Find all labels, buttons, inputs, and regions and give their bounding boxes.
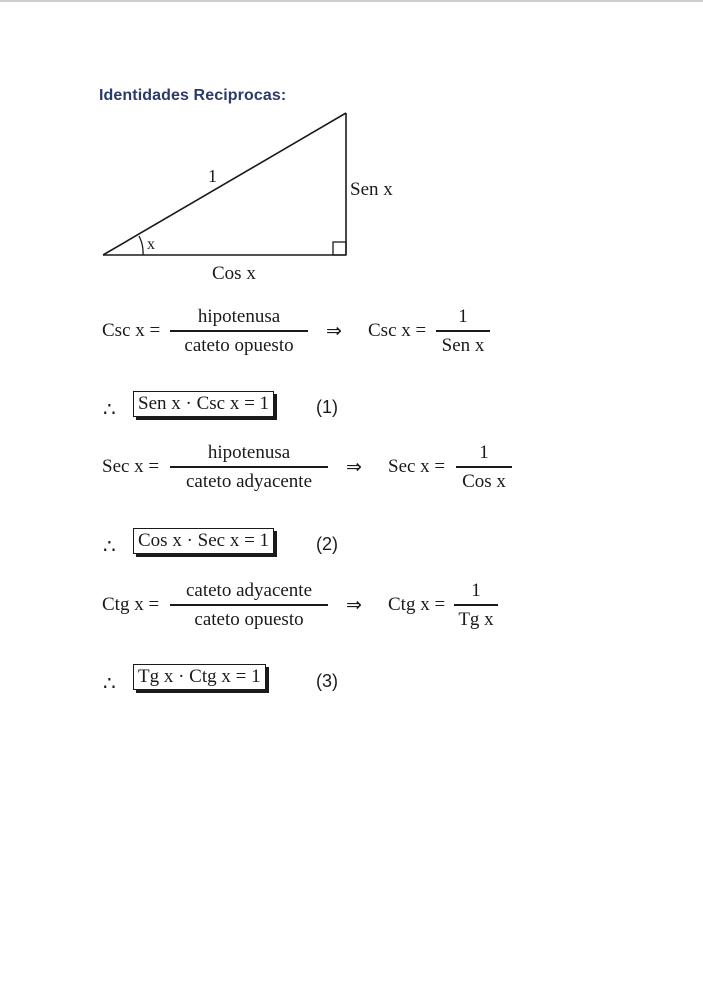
fraction-numerator: 1 <box>458 306 468 327</box>
right-angle-marker <box>333 242 346 255</box>
therefore-symbol: ∴ <box>103 673 116 695</box>
rhs-text: Ctg x = <box>388 594 446 615</box>
reciprocal-fraction <box>456 442 512 493</box>
fraction-bar <box>170 330 308 332</box>
fraction-denominator: Tg x <box>458 608 494 630</box>
fraction-numerator: hipotenusa <box>207 442 291 463</box>
fraction-denominator: cateto adyacente <box>185 470 313 492</box>
equation-number: (3) <box>316 671 338 691</box>
fraction-numerator: cateto adyacente <box>185 580 313 601</box>
fraction-denominator: cateto opuesto <box>194 608 304 630</box>
reciprocal-fraction <box>436 306 490 357</box>
right-triangle-diagram <box>0 0 703 300</box>
ratio-fraction <box>170 306 308 357</box>
implies-arrow: ⇒ <box>326 321 342 342</box>
rhs-text: Csc x = <box>368 320 427 341</box>
fraction-bar <box>170 604 328 606</box>
opposite-label: Sen x <box>350 179 393 200</box>
implies-arrow: ⇒ <box>346 595 362 616</box>
ratio-fraction <box>170 580 328 631</box>
lhs-text: Csc x = <box>102 320 161 341</box>
hypotenuse-side <box>103 113 346 255</box>
fraction-numerator: 1 <box>471 580 481 601</box>
equation-number: (1) <box>316 397 338 417</box>
page-heading: Identidades Reciprocas: <box>99 87 287 104</box>
lhs-text: Ctg x = <box>102 594 160 615</box>
angle-arc <box>139 236 143 255</box>
therefore-symbol: ∴ <box>103 536 116 558</box>
fraction-numerator: hipotenusa <box>197 306 281 327</box>
therefore-symbol: ∴ <box>103 399 116 421</box>
fraction-bar <box>436 330 490 332</box>
fraction-numerator: 1 <box>479 442 489 463</box>
fraction-denominator: Sen x <box>441 334 485 356</box>
fraction-denominator: cateto opuesto <box>184 334 294 356</box>
boxed-identity: Sen x · Csc x = 1 <box>133 391 274 417</box>
lhs-text: Sec x = <box>102 456 160 477</box>
boxed-identity: Tg x · Ctg x = 1 <box>133 664 266 690</box>
implies-arrow: ⇒ <box>346 457 362 478</box>
fraction-denominator: Cos x <box>462 470 506 492</box>
reciprocal-fraction <box>454 580 498 631</box>
angle-label: x <box>147 236 155 253</box>
equation-number: (2) <box>316 534 338 554</box>
fraction-bar <box>454 604 498 606</box>
fraction-bar <box>170 466 328 468</box>
ratio-fraction <box>170 442 328 493</box>
fraction-bar <box>456 466 512 468</box>
adjacent-label: Cos x <box>212 263 256 284</box>
boxed-identity: Cos x · Sec x = 1 <box>133 528 274 554</box>
rhs-text: Sec x = <box>388 456 446 477</box>
hypotenuse-label: 1 <box>208 166 217 186</box>
